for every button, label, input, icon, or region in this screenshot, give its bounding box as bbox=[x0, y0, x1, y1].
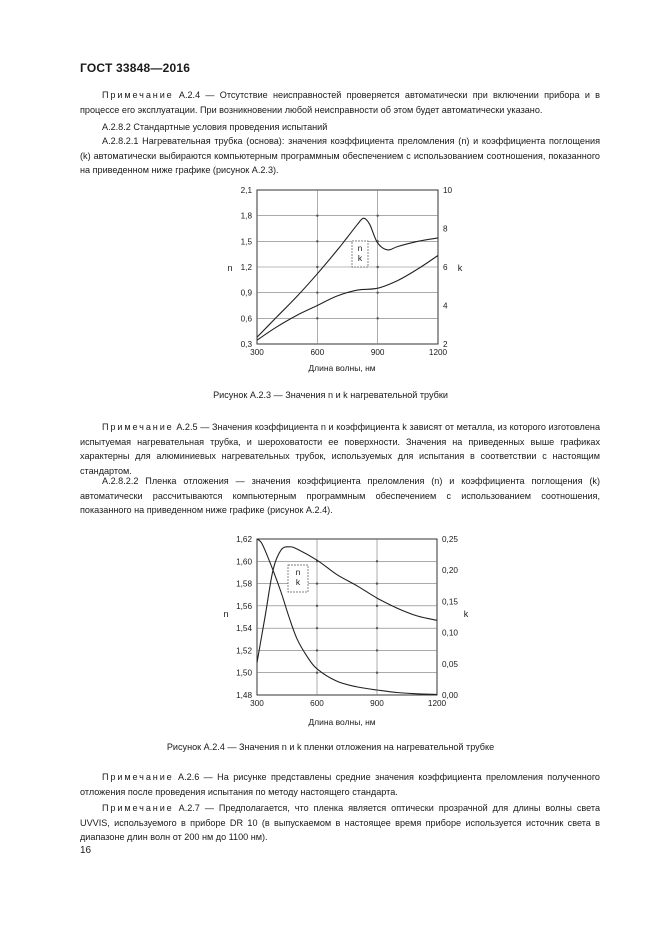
note-a25 bbox=[80, 420, 600, 478]
y-right-tick-label: 8 bbox=[443, 224, 448, 234]
y-right-tick-label: 10 bbox=[443, 186, 453, 195]
y-left-tick-label: 1,8 bbox=[240, 211, 252, 221]
y-left-tick-label: 1,2 bbox=[240, 263, 252, 272]
y-left-tick-label: 1,56 bbox=[236, 601, 252, 611]
grid-dot bbox=[316, 291, 318, 293]
x-axis-label: Длина волны, нм bbox=[308, 363, 376, 373]
figure-a23-caption: Рисунок А.2.3 — Значения n и k нагревательной трубки bbox=[213, 390, 448, 400]
grid-dot bbox=[316, 605, 318, 607]
y-left-tick-label: 1,48 bbox=[236, 691, 252, 700]
y-left-tick-label: 1,5 bbox=[240, 237, 252, 247]
y-left-tick-label: 1,54 bbox=[236, 624, 252, 634]
figure-a23-chart bbox=[215, 183, 475, 375]
y-right-tick-label: 0,20 bbox=[442, 566, 458, 576]
grid-dot bbox=[316, 649, 318, 651]
y-left-tick-label: 1,50 bbox=[236, 668, 252, 678]
y-left-axis-label: n bbox=[227, 263, 233, 273]
chart-legend bbox=[288, 565, 308, 592]
y-left-tick-label: 0,6 bbox=[240, 314, 252, 324]
series-n-line bbox=[257, 547, 437, 663]
figure-a24-caption: Рисунок А.2.4 — Значения n и k пленки отложения на нагревательной трубке bbox=[166, 742, 495, 752]
plot-frame bbox=[257, 539, 437, 695]
grid-dot bbox=[376, 266, 378, 268]
y-left-tick-label: 1,58 bbox=[236, 579, 252, 589]
chart-series bbox=[257, 218, 438, 340]
note-text: А.2.6 — На рисунке представлены средние значения коэффициента преломления полученного отложения после проведения испытания по методу настоящего стандарта. bbox=[80, 772, 600, 797]
x-tick-label: 300 bbox=[250, 348, 264, 357]
note-label: Примечание bbox=[102, 90, 174, 100]
y-left-tick-label: 0,3 bbox=[240, 340, 252, 349]
chart-ticks bbox=[241, 186, 453, 357]
section-a2821: А.2.8.2.1 Нагревательная трубка (основа): значения коэффициента преломления (n) и коэффициента поглощения (k) автоматически выбираются компьютерным программным обеспечением с использованием соотношения, показанного на приведенном ниже графике (рисунок А.2.3). bbox=[80, 136, 600, 176]
x-tick-label: 1200 bbox=[427, 699, 447, 708]
y-right-tick-label: 0,10 bbox=[442, 628, 458, 638]
series-n-line bbox=[257, 218, 438, 337]
grid-dot bbox=[376, 582, 378, 584]
grid-dot bbox=[316, 627, 318, 629]
y-left-tick-label: 1,62 bbox=[236, 535, 252, 544]
y-left-tick-label: 1,52 bbox=[236, 646, 252, 656]
note-a27 bbox=[80, 801, 600, 845]
grid-dot bbox=[376, 672, 378, 674]
legend-entry-k: k bbox=[357, 253, 363, 263]
y-right-axis-label: k bbox=[457, 263, 463, 273]
series-k-line bbox=[257, 539, 437, 694]
y-left-tick-label: 0,9 bbox=[240, 288, 252, 298]
y-left-tick-label: 1,60 bbox=[236, 557, 252, 567]
y-right-tick-label: 2 bbox=[443, 340, 448, 349]
note-a24 bbox=[80, 88, 600, 117]
page-number: 16 bbox=[80, 845, 92, 856]
legend-entry-n: n bbox=[357, 243, 363, 253]
grid-dot bbox=[376, 317, 378, 319]
legend-entry-n: n bbox=[295, 567, 301, 577]
note-label: Примечание bbox=[102, 772, 174, 782]
x-tick-label: 900 bbox=[370, 348, 385, 357]
grid-dot bbox=[376, 649, 378, 651]
grid-dot bbox=[316, 582, 318, 584]
grid-dot bbox=[376, 291, 378, 293]
grid-dot bbox=[316, 214, 318, 216]
x-tick-label: 900 bbox=[370, 699, 384, 708]
y-right-tick-label: 0,00 bbox=[442, 691, 458, 700]
y-right-axis-label: k bbox=[463, 609, 469, 619]
section-a282: А.2.8.2 Стандартные условия проведения испытаний bbox=[102, 122, 328, 132]
note-label: Примечание bbox=[102, 803, 174, 813]
chart-grid bbox=[257, 190, 438, 344]
grid-dot bbox=[376, 627, 378, 629]
figure-a24-chart bbox=[215, 527, 475, 730]
series-k-line bbox=[257, 256, 438, 341]
y-right-tick-label: 0,05 bbox=[442, 659, 458, 669]
note-text: А.2.7 — Предполагается, что пленка является оптически прозрачной для длины волны света UVVIS, используемого в приборе DR 10 (в выпускаемом в настоящее время приборе используется источник света в диапазоне длин волн от 200 нм до 1100 нм). bbox=[80, 803, 600, 843]
x-tick-label: 600 bbox=[310, 699, 324, 708]
y-right-tick-label: 0,25 bbox=[442, 535, 458, 544]
x-tick-label: 1200 bbox=[428, 348, 448, 357]
note-label: Примечание bbox=[102, 422, 174, 432]
y-left-tick-label: 2,1 bbox=[240, 186, 252, 195]
y-right-tick-label: 4 bbox=[443, 301, 448, 311]
x-axis-label: Длина волны, нм bbox=[308, 717, 376, 727]
chart-grid bbox=[257, 539, 437, 695]
grid-dot bbox=[316, 266, 318, 268]
note-text: А.2.4 — Отсутствие неисправностей проверяется автоматически при включении прибора и в процессе его эксплуатации. При возникновении любой неисправности об этом будет автоматически указано. bbox=[80, 90, 600, 115]
grid-dot bbox=[376, 605, 378, 607]
grid-dot bbox=[376, 214, 378, 216]
note-text: А.2.5 — Значения коэффициента n и коэффициента k зависят от металла, из которого изготовлена испытуемая нагревательная трубка, и шероховатости ее поверхности. Значения на приведенных выше графиках характерны для алюминиевых нагревательных трубок, используемых для испытания в соответствии с настоящим стандартом. bbox=[80, 422, 600, 476]
chart-series bbox=[257, 539, 437, 694]
chart-legend bbox=[352, 241, 368, 267]
y-left-axis-label: n bbox=[223, 609, 229, 619]
section-a2822: А.2.8.2.2 Пленка отложения — значения коэффициента преломления (n) и коэффициента поглощения (k) автоматически рассчитываются компьютерным программным обеспечением с использованием соотношения, показанного на приведенном ниже графике (рисунок А.2.4). bbox=[80, 476, 600, 516]
x-tick-label: 600 bbox=[310, 348, 325, 357]
grid-dot bbox=[376, 560, 378, 562]
legend-entry-k: k bbox=[295, 577, 301, 587]
x-tick-label: 300 bbox=[250, 699, 264, 708]
grid-dot bbox=[316, 672, 318, 674]
grid-dot bbox=[316, 317, 318, 319]
y-right-tick-label: 0,15 bbox=[442, 597, 458, 607]
y-right-tick-label: 6 bbox=[443, 263, 448, 272]
note-a26 bbox=[80, 770, 600, 799]
grid-dot bbox=[316, 240, 318, 242]
document-header: ГОСТ 33848—2016 bbox=[80, 61, 191, 75]
